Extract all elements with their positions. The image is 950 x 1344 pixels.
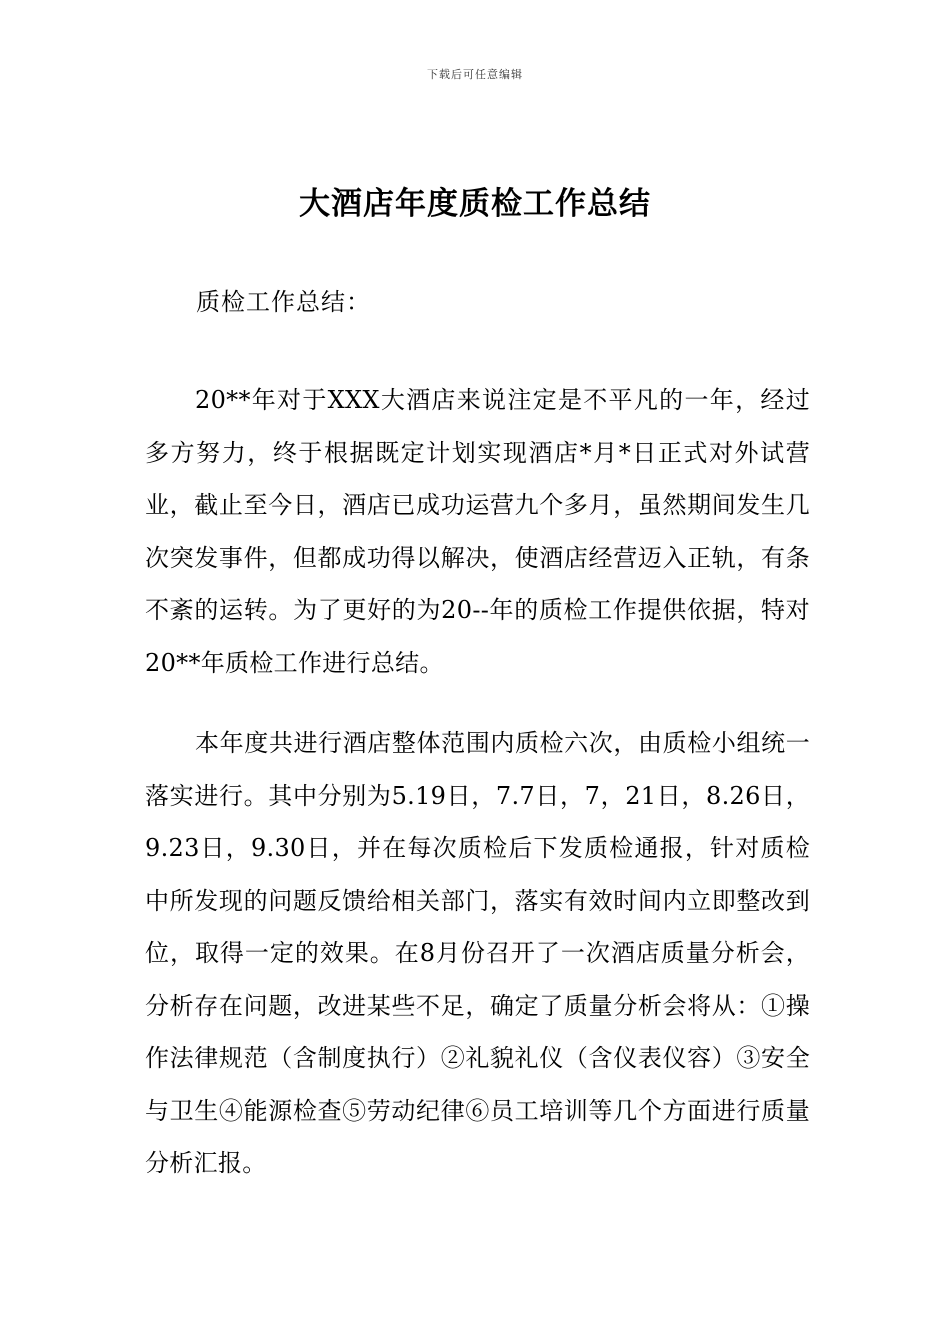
section-label: 质检工作总结： [196,288,371,316]
body-paragraph-1: 20**年对于XXX大酒店来说注定是不平凡的一年，经过多方努力，终于根据既定计划实现酒店*月*日正式对外试营业，截止至今日，酒店已成功运营九个多月，虽然期间发生几次突发事件，但都成功得以解决，使酒店经营迈入正轨，有条不紊的运转。为了更好的为20--年的质检工作提供依据，特对20**年质检工作进行总结。 [145,386,810,677]
body-paragraph-2: 本年度共进行酒店整体范围内质检六次，由质检小组统一落实进行。其中分别为5.19日，7.7日，7，21日，8.26日，9.23日，9.30日，并在每次质检后下发质检通报，针对质检中所发现的问题反馈给相关部门，落实有效时间内立即整改到位，取得一定的效果。在8月份召开了一次酒店质量分析会，分析存在问题，改进某些不足，确定了质量分析会将从：①操作法律规范（含制度执行）②礼貌礼仪（含仪表仪容）③安全与卫生④能源检查⑤劳动纪律⑥员工培训等几个方面进行质量分析汇报。 [145,729,810,1177]
header-note: 下载后可任意编辑 [427,68,523,81]
document-title: 大酒店年度质检工作总结 [299,186,651,222]
